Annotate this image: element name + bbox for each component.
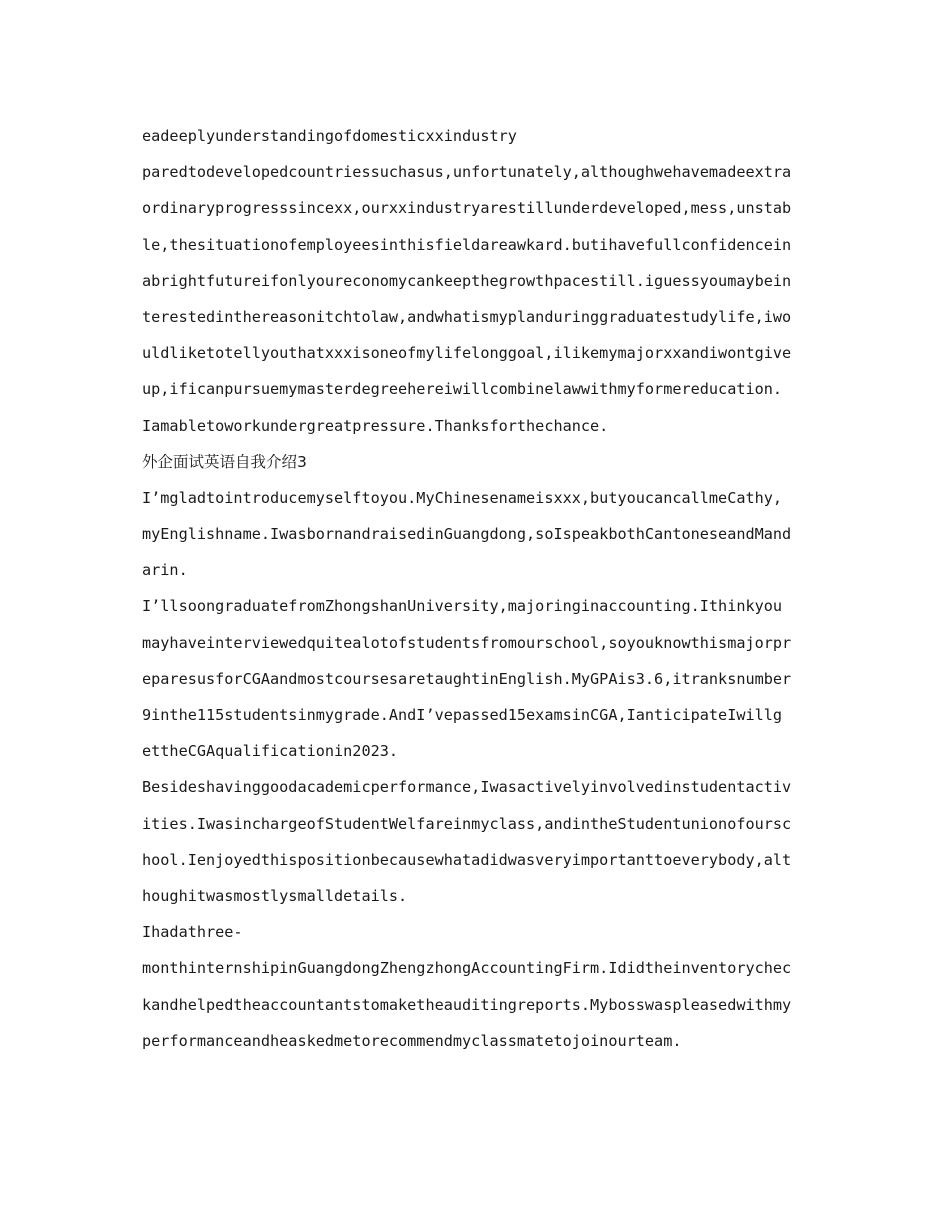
text-line: abrightfutureifonlyoureconomycankeepthegrowthpacestill.iguessyoumaybein [142,271,792,290]
text-line: terestedinthereasonitchtolaw,andwhatismyplanduringgraduatestudylife,iwo [142,307,792,326]
text-line: kandhelpedtheaccountantstomaketheauditingreports.Mybosswaspleasedwithmy [142,995,792,1014]
text-line: ordinaryprogresssincexx,ourxxindustryarestillunderdeveloped,mess,unstab [142,199,792,218]
text-line: I’mgladtointroducemyselftoyou.MyChinesenameisxxx,butyoucancallmeCathy, [142,488,783,507]
text-line: paredtodevelopedcountriessuchasus,unfortunately,althoughwehavemadeextra [142,163,792,182]
text-line: performanceandheaskedmetorecommendmyclassmatetojoinourteam. [142,1031,682,1050]
text-line: ities.IwasinchargeofStudentWelfareinmyclass,andintheStudentunionofoursc [142,814,792,833]
text-line: le,thesituationofemployeesinthisfieldareawkard.butihavefullconfidencein [142,235,792,254]
text-line: 9inthe115studentsinmygrade.AndI’vepassed15examsinCGA,IanticipateIwillg [142,706,783,724]
text-line: uldliketotellyouthatxxxisoneofmylifelonggoal,ilikemymajorxxandiwontgive [142,344,792,363]
document-body [142,118,810,1059]
text-line: mayhaveinterviewedquitealotofstudentsfromourschool,soyouknowthismajorpr [142,633,792,652]
text-line: Besideshavinggoodacademicperformance,Iwasactivelyinvolvedinstudentactiv [142,778,792,797]
text-line: ettheCGAqualificationin2023. [142,742,399,761]
text-line: houghitwasmostlysmalldetails. [142,886,408,905]
section-heading: 外企面试英语自我介绍3 [142,452,307,471]
text-line: monthinternshipinGuangdongZhengzhongAccountingFirm.Ididtheinventorychec [142,959,792,978]
text-line: myEnglishname.IwasbornandraisedinGuangdong,soIspeakbothCantoneseandMand [142,525,792,544]
text-line: arin. [142,561,188,580]
text-line: up,ificanpursuemymasterdegreehereiwillcombinelawwithmyformereducation. [142,380,783,399]
text-line: hool.Ienjoyedthispositionbecausewhatadidwasveryimportanttoeverybody,alt [142,850,792,869]
text-line: Ihadathree- [142,923,243,942]
text-line: eparesusforCGAandmostcoursesaretaughtinEnglish.MyGPAis3.6,itranksnumber [142,669,792,688]
text-line: Iamabletoworkundergreatpressure.Thanksforthechance. [142,416,609,435]
text-line: I’llsoongraduatefromZhongshanUniversity,majoringinaccounting.Ithinkyou [142,597,783,616]
text-line: eadeeplyunderstandingofdomesticxxindustry [142,127,517,145]
